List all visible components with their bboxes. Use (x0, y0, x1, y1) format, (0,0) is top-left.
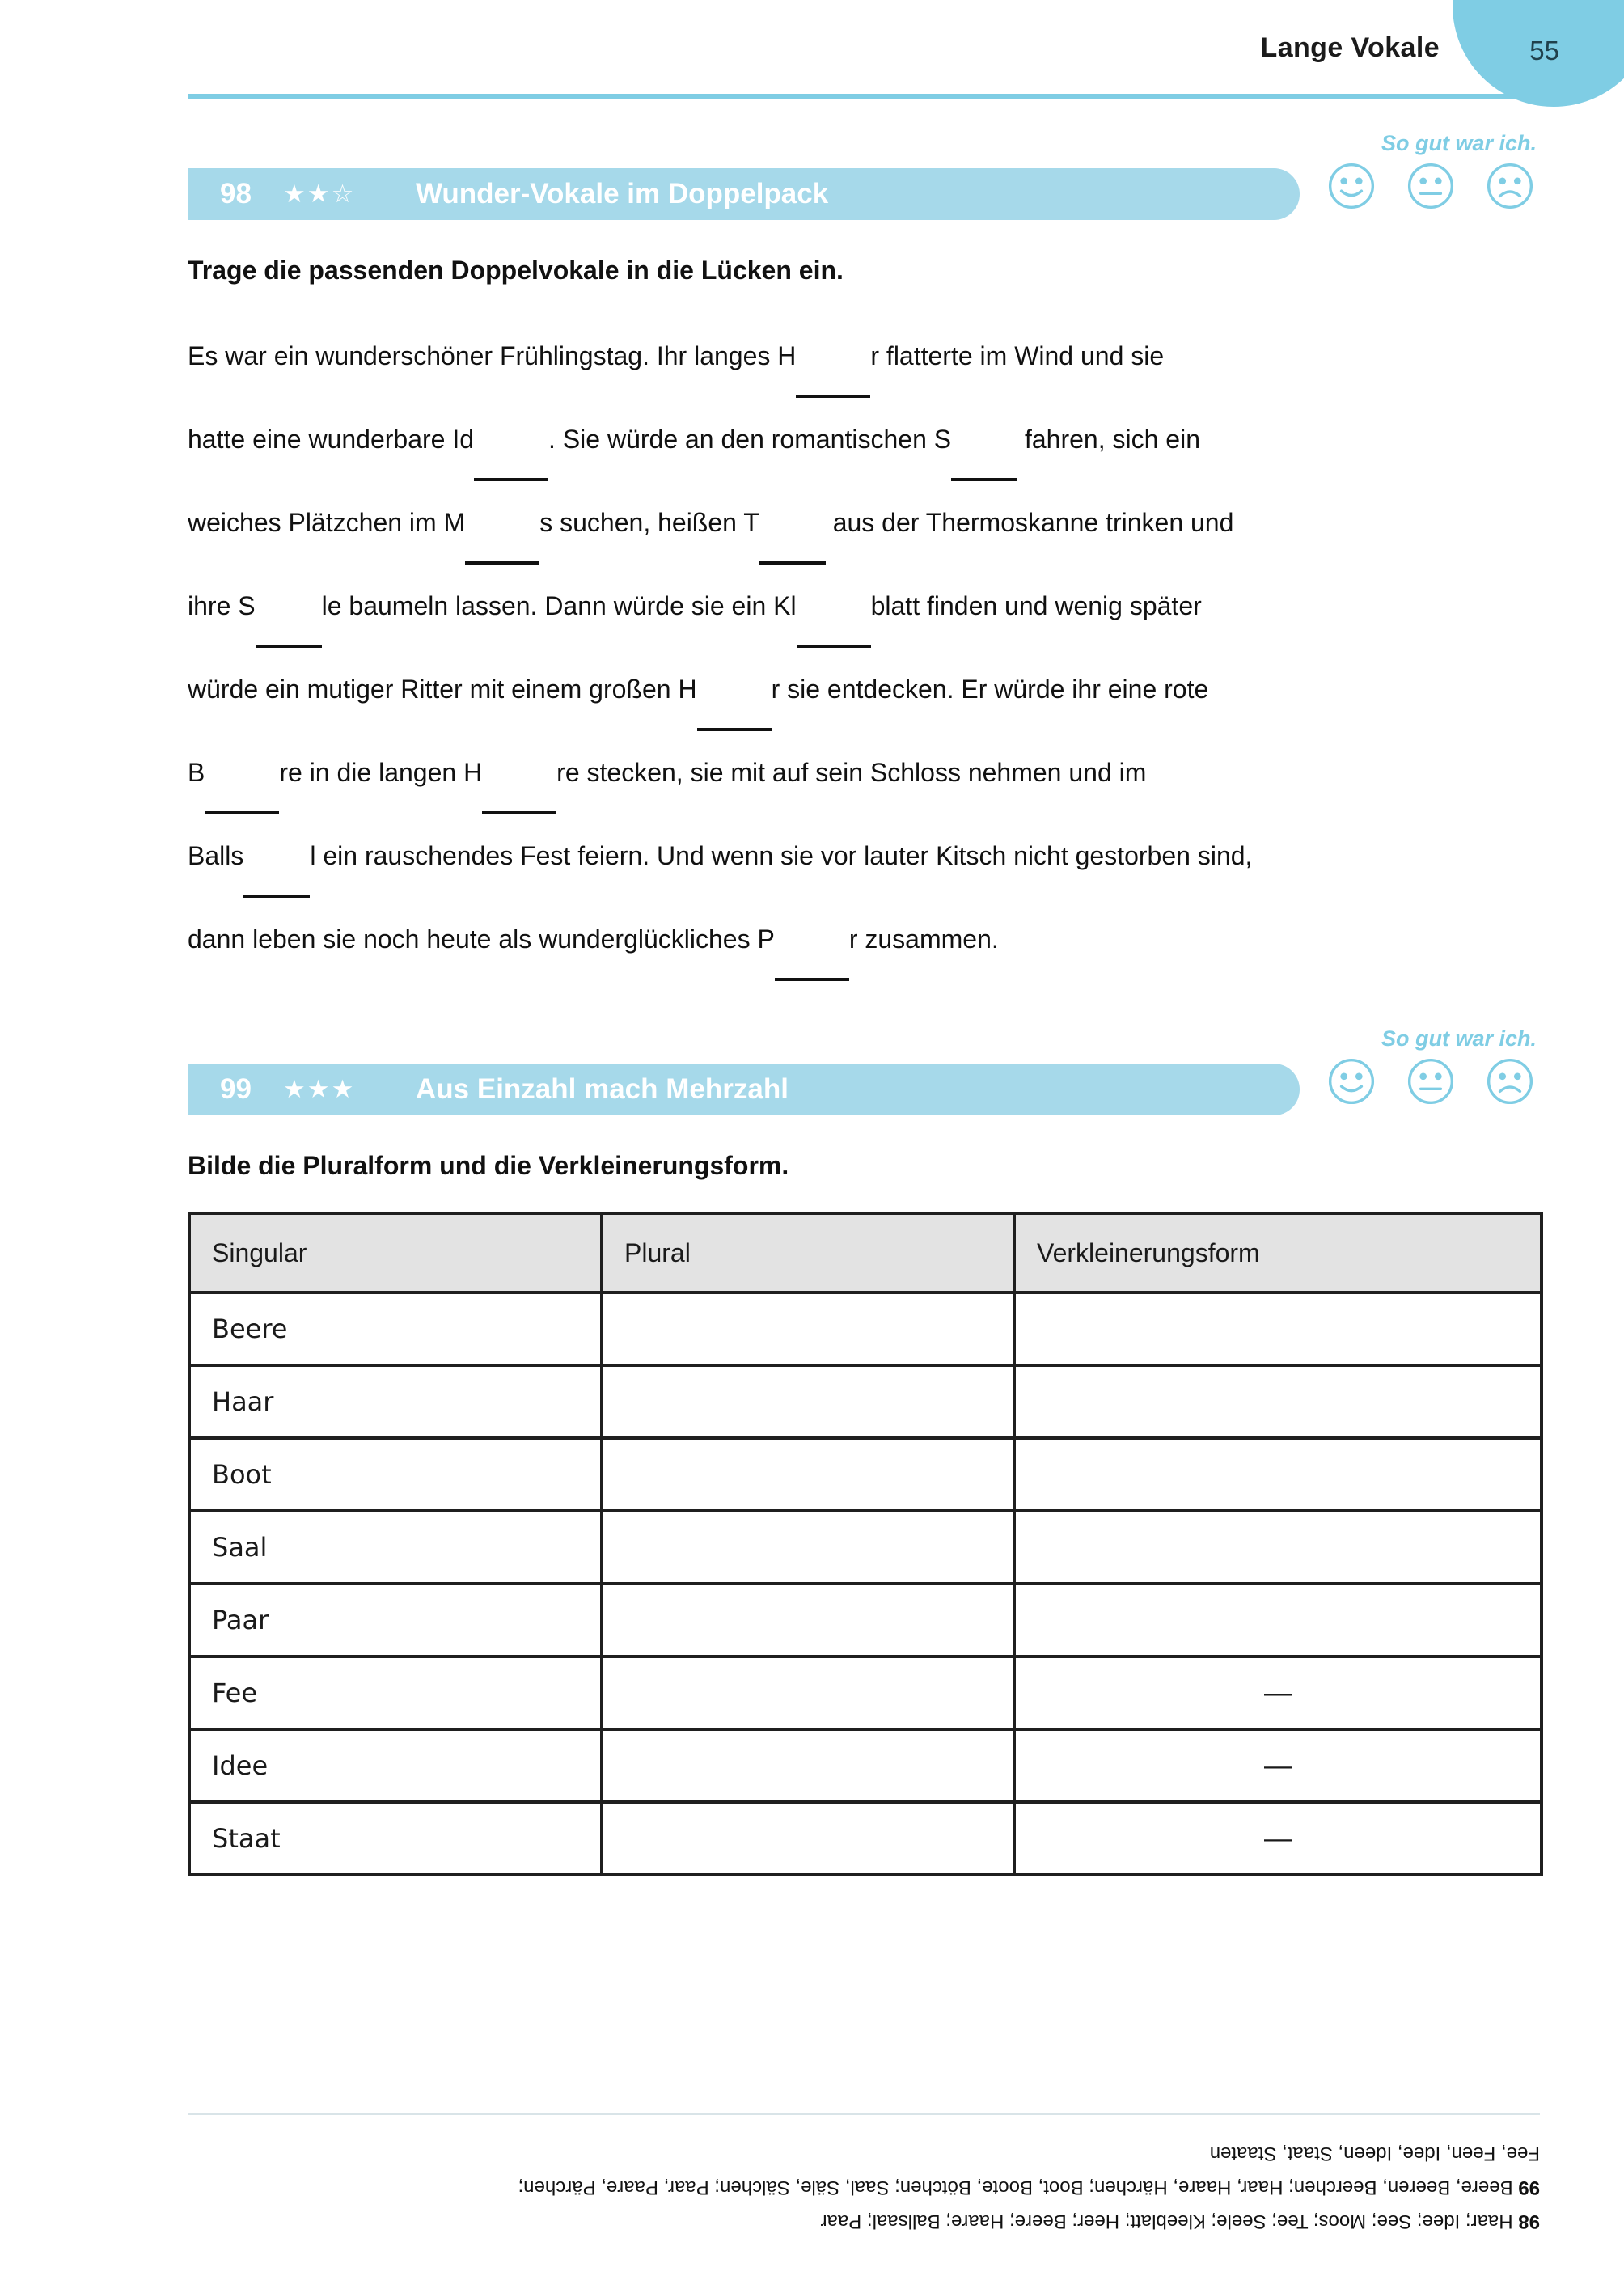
cell-diminutive-input[interactable] (1014, 1511, 1542, 1584)
cell-plural-input[interactable] (602, 1656, 1014, 1729)
cloze-blank[interactable] (775, 898, 849, 981)
cell-singular: Paar (189, 1584, 602, 1656)
cloze-line: Balls l ein rauschendes Fest feiern. Und wenn sie vor lauter Kitsch nicht gestorben sind, (188, 814, 1540, 898)
cloze-line: Es war ein wunderschöner Frühlingstag. Ihr langes H r flatterte im Wind und sie (188, 315, 1540, 398)
cell-plural-input[interactable] (602, 1438, 1014, 1511)
answer-key-line: 98 Haar; Idee; See; Moos; Tee; Seele; Kleeblatt; Heer; Beere; Haare; Ballsaal; Paar (820, 2211, 1540, 2232)
self-rating-widget-98 (1322, 131, 1540, 211)
table-row (189, 1438, 1542, 1511)
cell-singular: Haar (189, 1365, 602, 1438)
cell-plural-input[interactable] (602, 1292, 1014, 1365)
plural-diminutive-table (188, 1212, 1543, 1876)
page-number: 55 (1529, 36, 1559, 66)
cloze-blank[interactable] (697, 648, 772, 731)
answer-key-line: 99 Beere, Beeren, Beerchen; Haar, Haare, Härchen; Boot, Boote, Bötchen; Saal, Säle, Sälchen; Paar, Paare, Pärchen; (518, 2177, 1540, 2198)
cloze-line: B re in die langen H re stecken, sie mit auf sein Schloss nehmen und im (188, 731, 1540, 814)
rating-faces (1322, 1056, 1540, 1106)
cell-singular: Fee (189, 1656, 602, 1729)
cell-singular: Idee (189, 1729, 602, 1802)
exercise-98-titlebar (188, 168, 1300, 220)
cell-diminutive-input[interactable] (1014, 1584, 1542, 1656)
happy-face-icon[interactable] (1326, 1056, 1377, 1106)
page-title: Lange Vokale (1260, 32, 1440, 63)
cloze-blank[interactable] (243, 814, 310, 898)
cloze-line: weiches Plätzchen im M s suchen, heißen T aus der Thermoskanne trinken und (188, 481, 1540, 565)
difficulty-stars-icon: ★★★ (283, 1075, 356, 1103)
answer-key-text (188, 2136, 1540, 2238)
cell-diminutive-na: — (1014, 1729, 1542, 1802)
table-row (189, 1729, 1542, 1802)
self-rating-widget-99 (1322, 1026, 1540, 1106)
exercise-99-header-row (188, 1026, 1540, 1115)
cloze-blank[interactable] (482, 731, 556, 814)
table-header-row (189, 1213, 1542, 1292)
cell-diminutive-input[interactable] (1014, 1438, 1542, 1511)
exercise-title: Aus Einzahl mach Mehrzahl (416, 1073, 789, 1105)
cell-diminutive-input[interactable] (1014, 1365, 1542, 1438)
cloze-blank[interactable] (465, 481, 539, 565)
cell-plural-input[interactable] (602, 1511, 1014, 1584)
page-header (0, 0, 1624, 104)
exercise-number: 98 (220, 178, 252, 209)
cloze-line: ihre S le baumeln lassen. Dann würde sie ein Kl blatt finden und wenig später (188, 565, 1540, 648)
exercise-99-instruction: Bilde die Pluralform und die Verkleinerungsform. (188, 1151, 789, 1180)
cloze-blank[interactable] (759, 481, 826, 565)
cell-diminutive-na: — (1014, 1656, 1542, 1729)
answer-key-section (188, 2113, 1540, 2238)
cloze-blank[interactable] (797, 565, 871, 648)
table-row (189, 1365, 1542, 1438)
rating-faces (1322, 161, 1540, 211)
difficulty-stars-icon: ★★☆ (283, 180, 356, 208)
cloze-blank[interactable] (796, 315, 870, 398)
cell-plural-input[interactable] (602, 1584, 1014, 1656)
exercise-99-titlebar (188, 1064, 1300, 1115)
table-row (189, 1292, 1542, 1365)
cloze-blank[interactable] (205, 731, 279, 814)
rating-label: So gut war ich. (1381, 131, 1537, 155)
exercise-98-header-row (188, 131, 1540, 220)
rating-label: So gut war ich. (1381, 1026, 1537, 1051)
cell-diminutive-na: — (1014, 1802, 1542, 1875)
exercise-98 (188, 131, 1540, 981)
sad-face-icon[interactable] (1485, 1056, 1535, 1106)
cell-singular: Saal (189, 1511, 602, 1584)
column-header-diminutive: Verkleinerungsform (1014, 1213, 1542, 1292)
sad-face-icon[interactable] (1485, 161, 1535, 211)
answer-key-number: 98 (1512, 2211, 1540, 2232)
table-row (189, 1656, 1542, 1729)
table-row (189, 1584, 1542, 1656)
cell-plural-input[interactable] (602, 1729, 1014, 1802)
exercise-98-instruction: Trage die passenden Doppelvokale in die Lücken ein. (188, 256, 844, 285)
header-divider (188, 94, 1538, 99)
cloze-line: würde ein mutiger Ritter mit einem großen H r sie entdecken. Er würde ihr eine rote (188, 648, 1540, 731)
cloze-blank[interactable] (256, 565, 322, 648)
cloze-text[interactable] (188, 315, 1540, 981)
answer-key-divider (188, 2113, 1540, 2115)
cloze-blank[interactable] (951, 398, 1017, 481)
table-row (189, 1511, 1542, 1584)
answer-key-number: 99 (1512, 2177, 1540, 2198)
happy-face-icon[interactable] (1326, 161, 1377, 211)
cloze-blank[interactable] (474, 398, 548, 481)
exercise-99 (188, 1026, 1540, 1876)
answer-key-line: Fee, Feen, Idee, Ideen, Staat, Staaten (1209, 2143, 1540, 2164)
cell-diminutive-input[interactable] (1014, 1292, 1542, 1365)
neutral-face-icon[interactable] (1406, 161, 1456, 211)
exercise-title: Wunder-Vokale im Doppelpack (416, 178, 829, 209)
cell-plural-input[interactable] (602, 1365, 1014, 1438)
neutral-face-icon[interactable] (1406, 1056, 1456, 1106)
cell-singular: Beere (189, 1292, 602, 1365)
cloze-line: dann leben sie noch heute als wunderglückliches P r zusammen. (188, 898, 1540, 981)
column-header-plural: Plural (602, 1213, 1014, 1292)
cell-plural-input[interactable] (602, 1802, 1014, 1875)
column-header-singular: Singular (189, 1213, 602, 1292)
cell-singular: Boot (189, 1438, 602, 1511)
cell-singular: Staat (189, 1802, 602, 1875)
cloze-line: hatte eine wunderbare Id . Sie würde an den romantischen S fahren, sich ein (188, 398, 1540, 481)
exercise-number: 99 (220, 1073, 252, 1105)
table-row (189, 1802, 1542, 1875)
